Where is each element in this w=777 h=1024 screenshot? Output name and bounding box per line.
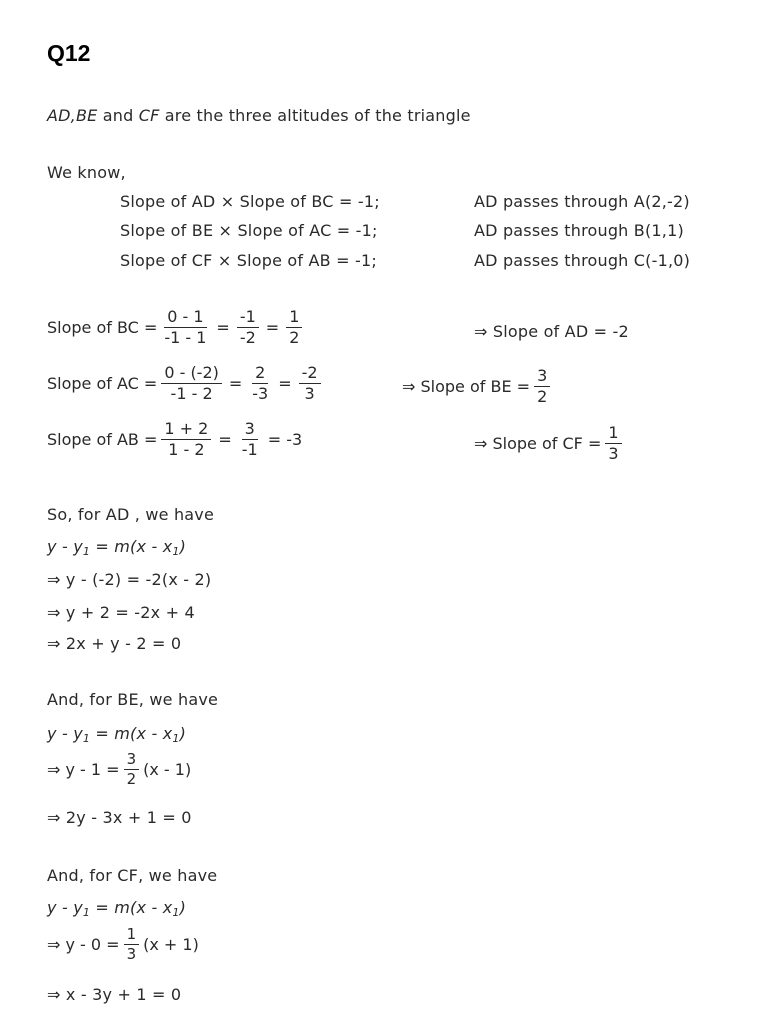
slope-bc-fraction-2 <box>237 309 259 346</box>
slope-ac-label: Slope of AC = <box>47 374 158 393</box>
intro-altitudes-ab: AD,BE <box>47 106 98 125</box>
denominator: 3 <box>304 384 315 403</box>
we-know-label: We know, <box>47 163 126 182</box>
point-slope-lhs: y - y <box>47 898 83 917</box>
denominator: 1 - 2 <box>168 440 205 459</box>
closing-paren: ) <box>179 537 187 556</box>
numerator: 3 <box>242 421 258 440</box>
slope-cf-fraction <box>605 425 621 462</box>
numerator: 2 <box>252 365 268 384</box>
numerator: 0 - (-2) <box>161 365 222 384</box>
be-line-1 <box>47 724 186 745</box>
numerator: 1 + 2 <box>161 421 211 440</box>
relation-left-2: Slope of BE × Slope of AC = -1; <box>120 221 378 240</box>
relation-right-3: AD passes through C(-1,0) <box>474 251 691 270</box>
denominator: -2 <box>239 328 256 347</box>
intro-line <box>47 106 471 125</box>
slope-ab-fraction-2 <box>239 421 261 458</box>
numerator: 0 - 1 <box>164 309 206 328</box>
ad-line-2: ⇒ y - (-2) = -2(x - 2) <box>47 570 212 589</box>
slope-ab-label: Slope of AB = <box>47 430 158 449</box>
cf-fraction <box>124 927 140 962</box>
slope-ac-row: Slope of AC = $\frac{0 - (-2)}{-1 - 2}$ = $\frac{2}{-3}$ = $\frac{-2}{3}$ <box>47 365 325 402</box>
point-slope-lhs: y - y <box>47 724 83 743</box>
slope-be-fraction <box>534 368 550 405</box>
cf-heading: And, for CF, we have <box>47 866 218 885</box>
intro-altitude-cf: CF <box>138 106 160 125</box>
be-heading: And, for BE, we have <box>47 690 219 709</box>
denominator: 2 <box>289 328 300 347</box>
denominator: -1 <box>241 440 258 459</box>
subscript: 1 <box>82 906 91 919</box>
be-line-2 <box>47 752 191 787</box>
subscript: 1 <box>82 732 91 745</box>
point-slope-rhs: = m(x - x <box>90 898 173 917</box>
denominator: 3 <box>608 444 619 463</box>
be-line-2-lhs: ⇒ y - 1 = <box>47 760 120 779</box>
denominator: -1 - 2 <box>170 384 213 403</box>
relation-left-3: Slope of CF × Slope of AB = -1; <box>120 251 377 270</box>
numerator: 1 <box>124 927 140 945</box>
slope-ac-fraction-1 <box>161 365 222 402</box>
numerator: -1 <box>237 309 259 328</box>
ad-line-3: ⇒ y + 2 = -2x + 4 <box>47 603 195 622</box>
be-line-2-rhs: (x - 1) <box>143 760 192 779</box>
be-fraction <box>124 752 140 787</box>
numerator: -2 <box>299 365 321 384</box>
point-slope-rhs: = m(x - x <box>90 724 173 743</box>
numerator: 1 <box>286 309 302 328</box>
slope-ab-fraction-1 <box>161 421 211 458</box>
slope-bc-row: Slope of BC = $\frac{0 - 1}{-1 - 1}$ = $\frac{-1}{-2}$ = $\frac{1}{2}$ <box>47 309 306 346</box>
relation-left-1: Slope of AD × Slope of BC = -1; <box>120 192 380 211</box>
subscript: 1 <box>172 732 180 745</box>
cf-line-2-rhs: (x + 1) <box>143 935 199 954</box>
relation-right-1: AD passes through A(2,-2) <box>474 192 690 211</box>
subscript: 1 <box>82 545 91 558</box>
slope-cf-result <box>474 425 626 462</box>
ad-heading: So, for AD , we have <box>47 505 214 524</box>
intro-rest: are the three altitudes of the triangle <box>159 106 471 125</box>
subscript: 1 <box>172 906 180 919</box>
ad-line-1 <box>47 537 186 558</box>
slope-be-result-label: ⇒ Slope of BE = <box>402 377 531 396</box>
denominator: 2 <box>126 770 137 788</box>
cf-line-2 <box>47 927 199 962</box>
cf-line-1 <box>47 898 186 919</box>
slope-bc-fraction-3 <box>286 309 302 346</box>
denominator: 3 <box>126 945 137 963</box>
point-slope-rhs: = m(x - x <box>90 537 173 556</box>
numerator: 3 <box>124 752 140 770</box>
relation-right-2: AD passes through B(1,1) <box>474 221 684 240</box>
numerator: 3 <box>534 368 550 387</box>
closing-paren: ) <box>179 898 187 917</box>
denominator: -1 - 1 <box>164 328 207 347</box>
slope-ad-result: ⇒ Slope of AD = -2 <box>474 322 629 341</box>
closing-paren: ) <box>179 724 187 743</box>
slope-ac-fraction-2 <box>249 365 271 402</box>
numerator: 1 <box>605 425 621 444</box>
denominator: -3 <box>252 384 269 403</box>
denominator: 2 <box>537 387 548 406</box>
slope-ab-row: Slope of AB = $\frac{1 + 2}{1 - 2}$ = $\frac{3}{-1}$ = -3 <box>47 419 303 459</box>
slope-bc-fraction-1 <box>161 309 209 346</box>
ad-line-4: ⇒ 2x + y - 2 = 0 <box>47 634 182 653</box>
intro-and: and <box>97 106 139 125</box>
slope-bc-label: Slope of BC = <box>47 318 158 337</box>
slope-ac-fraction-3 <box>299 365 321 402</box>
subscript: 1 <box>172 545 180 558</box>
point-slope-lhs: y - y <box>47 537 83 556</box>
slope-be-result <box>402 368 554 405</box>
slope-cf-result-label: ⇒ Slope of CF = <box>474 434 602 453</box>
question-title: Q12 <box>47 40 91 66</box>
slope-ab-tail: = -3 <box>267 430 303 449</box>
cf-line-2-lhs: ⇒ y - 0 = <box>47 935 120 954</box>
be-line-3: ⇒ 2y - 3x + 1 = 0 <box>47 808 192 827</box>
cf-line-3: ⇒ x - 3y + 1 = 0 <box>47 985 182 1004</box>
